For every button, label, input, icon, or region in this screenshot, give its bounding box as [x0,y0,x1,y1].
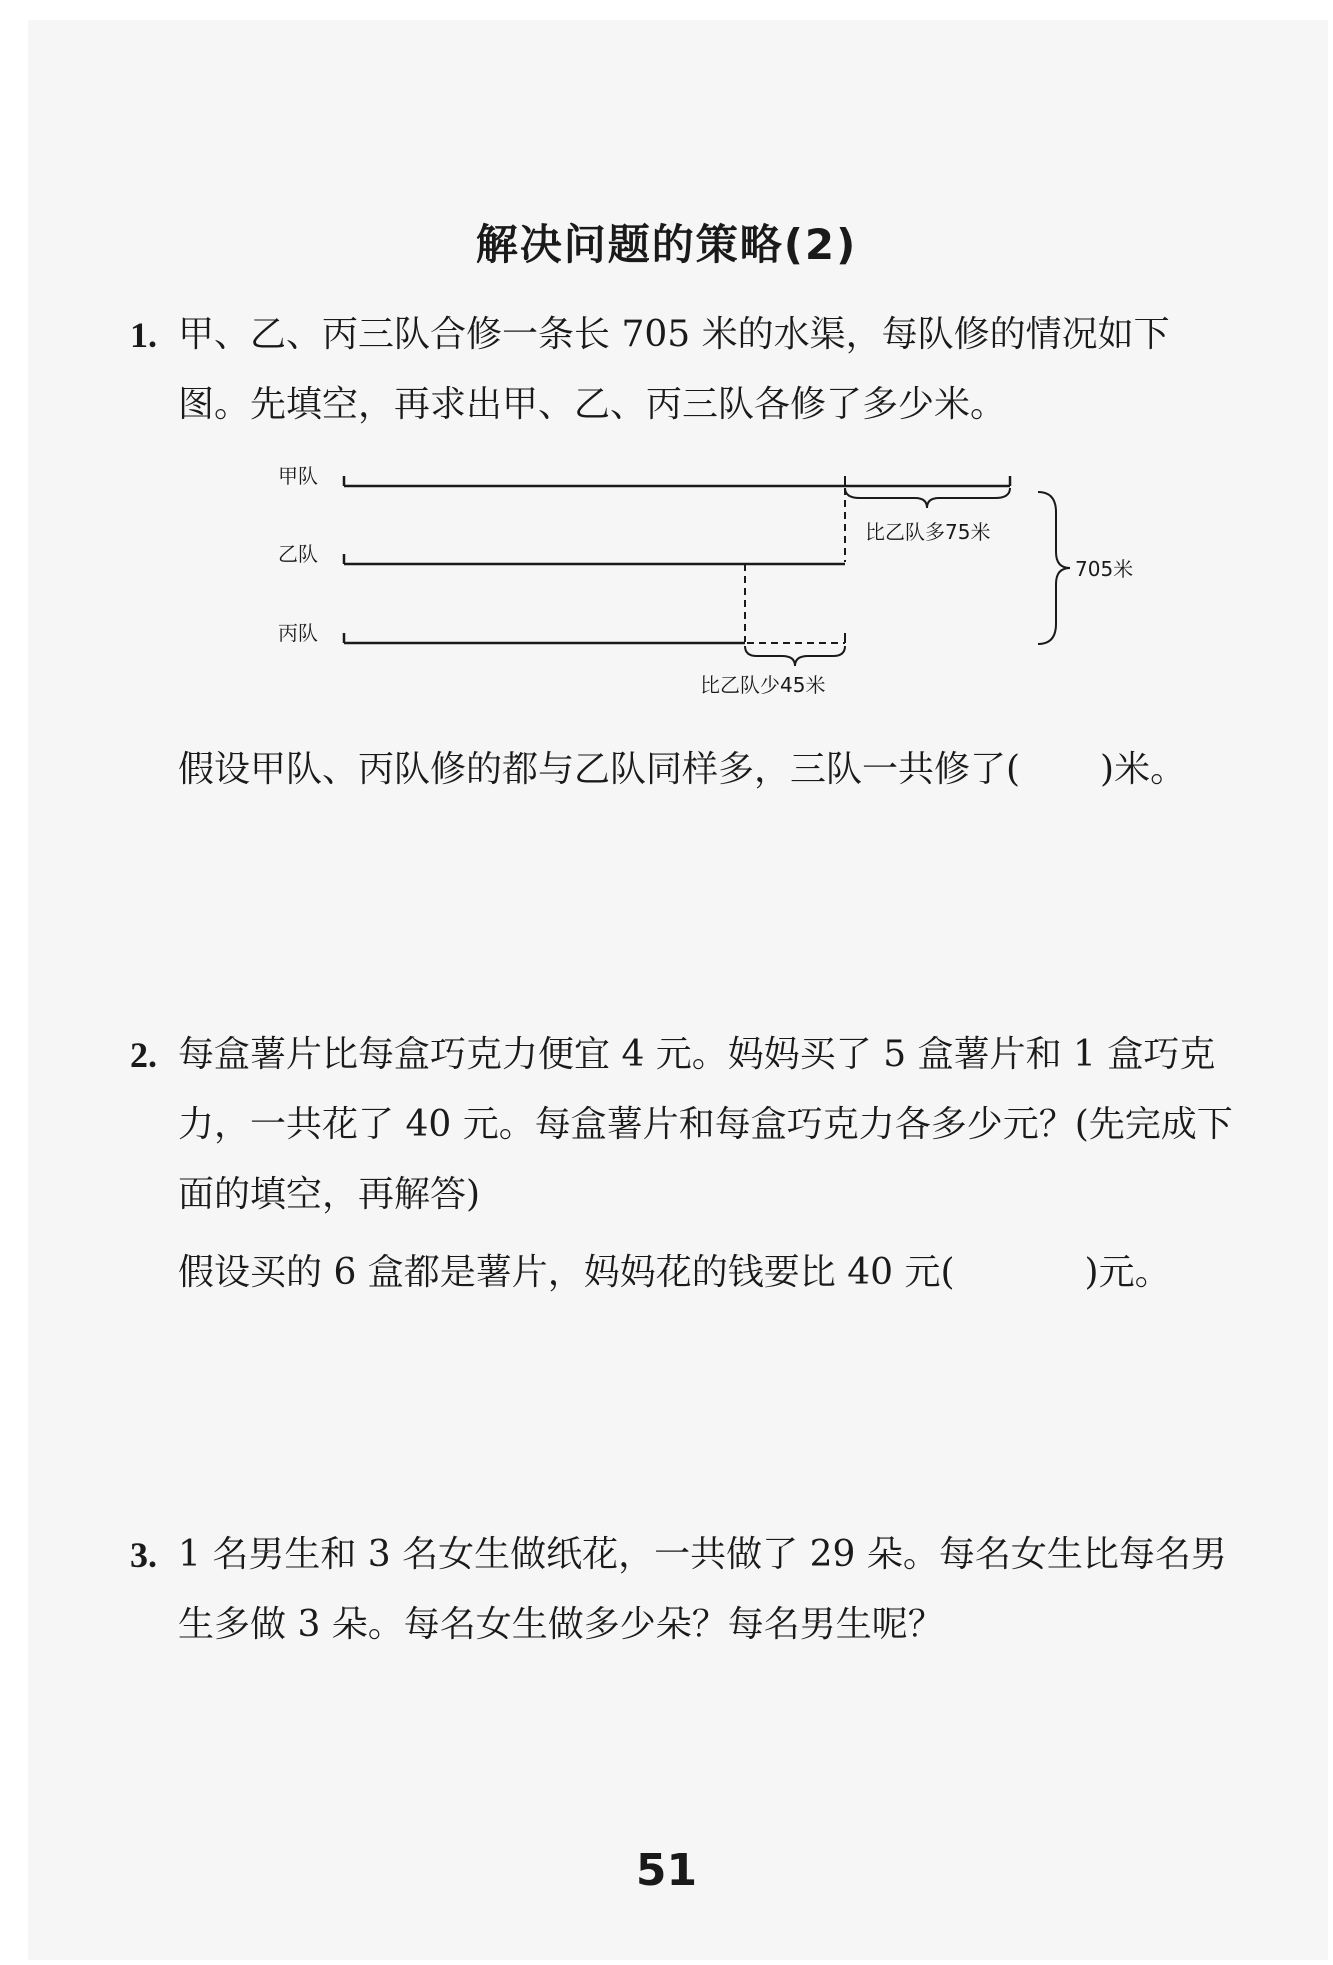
brace-total [1038,492,1070,644]
question-2-text: 每盒薯片比每盒巧克力便宜 4 元。妈妈买了 5 盒薯片和 1 盒巧克力，一共花了 40 元。每盒薯片和每盒巧克力各多少元？(先完成下面的填空，再解答) [178,1034,1233,1215]
diagram-svg [260,452,1160,712]
label-bing-less: 比乙队少45米 [700,673,826,697]
brace-jia-more [845,488,1010,508]
question-3 [130,1520,1240,1660]
question-2-fill [178,1243,1171,1303]
label-jia-more: 比乙队多75米 [865,520,991,544]
question-1 [130,300,1240,440]
question-2-fill-before: 假设买的 6 盒都是薯片，妈妈花的钱要比 40 元( [178,1252,955,1293]
question-1-text: 甲、乙、丙三队合修一条长 705 米的水渠，每队修的情况如下图。先填空，再求出甲、乙、丙三队各修了多少米。 [178,314,1170,425]
label-total: 705米 [1075,557,1134,581]
page-title: 解决问题的策略(2) [475,220,858,269]
label-yi: 乙队 [278,542,318,566]
question-2-number: 2. [130,1035,157,1075]
question-1-number: 1. [130,315,157,355]
line-segment-diagram [260,452,1160,716]
question-3-number: 3. [130,1535,157,1575]
label-bing: 丙队 [278,621,318,645]
page-number: 51 [635,1845,698,1896]
question-1-fill [178,740,1186,800]
brace-bing-less [745,646,845,666]
question-3-text: 1 名男生和 3 名女生做纸花，一共做了 29 朵。每名女生比每名男生多做 3 朵。每名女生做多少朵？每名男生呢？ [178,1534,1227,1645]
question-2 [130,1020,1240,1230]
question-1-fill-after: )米。 [1100,749,1187,790]
question-2-fill-after: )元。 [1084,1252,1171,1293]
label-jia: 甲队 [278,464,318,488]
question-1-fill-before: 假设甲队、丙队修的都与乙队同样多，三队一共修了( [178,749,1021,790]
